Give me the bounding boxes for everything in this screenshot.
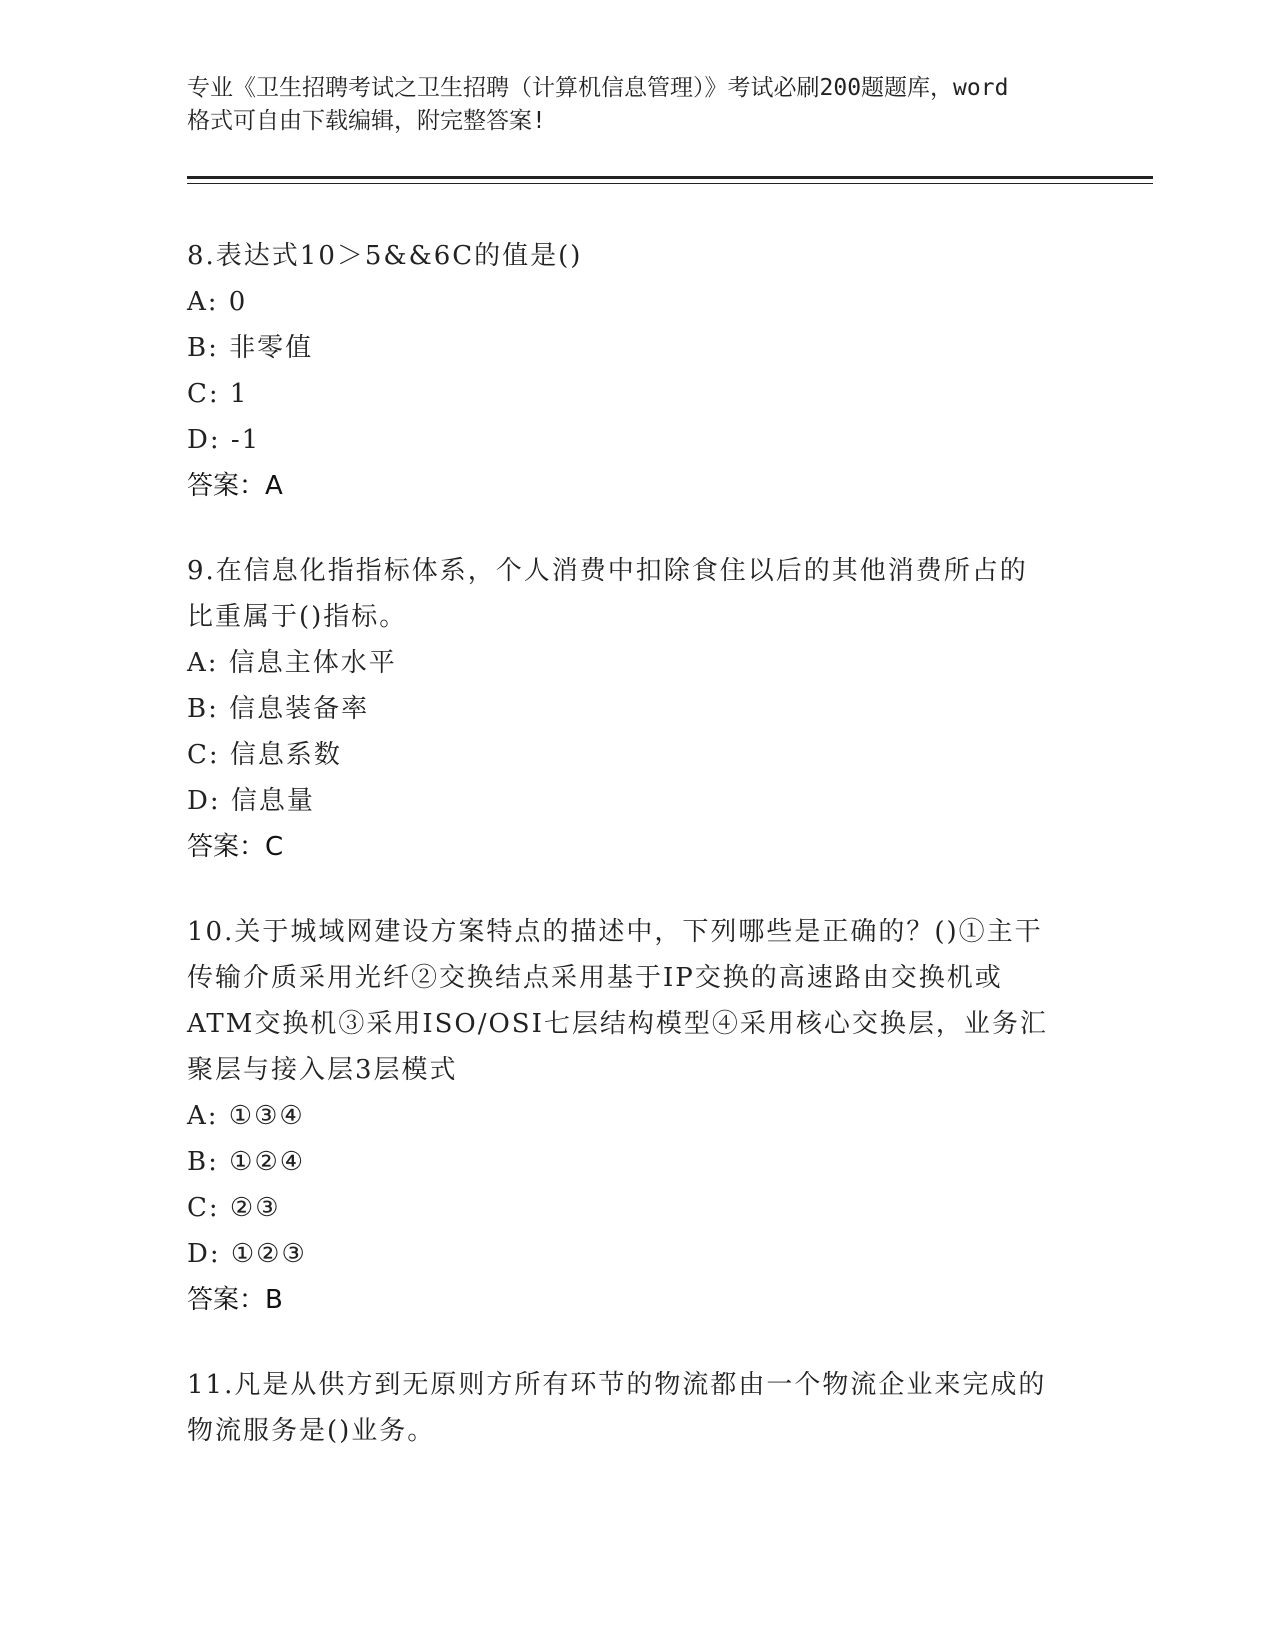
stem-line: 10.关于城域网建设方案特点的描述中，下列哪些是正确的？()①主干: [187, 917, 1043, 947]
option-a: A: 0: [187, 287, 248, 317]
stem-line: ATM交换机③采用ISO/OSI七层结构模型④采用核心交换层，业务汇: [187, 1009, 1048, 1039]
option-a: A: 信息主体水平: [187, 648, 397, 678]
question-stem: [187, 548, 1087, 640]
question-stem: [187, 1362, 1087, 1454]
stem-line: 9.在信息化指指标体系，个人消费中扣除食住以后的其他消费所占的: [187, 556, 1028, 586]
document-intro: [187, 72, 1087, 138]
intro-line-1: 专业《卫生招聘考试之卫生招聘（计算机信息管理）》考试必刷200题题库，word: [187, 75, 1009, 101]
option-c: C: 1: [187, 379, 249, 409]
stem-line: 比重属于()指标。: [187, 602, 408, 632]
header-divider-thin: [187, 183, 1153, 184]
question-stem: [187, 233, 1087, 279]
question-10: [187, 909, 1087, 1323]
question-11: [187, 1362, 1087, 1454]
stem-line: 传输介质采用光纤②交换结点采用基于IP交换的高速路由交换机或: [187, 963, 1003, 993]
answer-label: 答案：A: [187, 471, 283, 501]
option-b: B: ①②④: [187, 1147, 306, 1177]
stem-line: 聚层与接入层3层模式: [187, 1055, 458, 1085]
option-d: D: ①②③: [187, 1239, 307, 1269]
header-divider-thick: [187, 176, 1153, 179]
stem-line: 11.凡是从供方到无原则方所有环节的物流都由一个物流企业来完成的: [187, 1370, 1047, 1400]
option-a: A: ①③④: [187, 1101, 305, 1131]
option-b: B: 非零值: [187, 333, 314, 363]
option-d: D: 信息量: [187, 786, 315, 816]
option-d: D: -1: [187, 425, 261, 455]
stem-line: 8.表达式10＞5&&6C的值是(): [187, 241, 583, 271]
stem-line: 物流服务是()业务。: [187, 1416, 436, 1446]
option-c: C: 信息系数: [187, 740, 342, 770]
question-list: [187, 233, 1087, 1493]
answer-label: 答案：B: [187, 1285, 283, 1315]
intro-line-2: 格式可自由下载编辑，附完整答案!: [187, 108, 546, 134]
question-9: [187, 548, 1087, 870]
option-b: B: 信息装备率: [187, 694, 370, 724]
question-8: [187, 233, 1087, 509]
option-c: C: ②③: [187, 1193, 281, 1223]
question-stem: [187, 909, 1087, 1093]
answer-label: 答案：C: [187, 832, 284, 862]
